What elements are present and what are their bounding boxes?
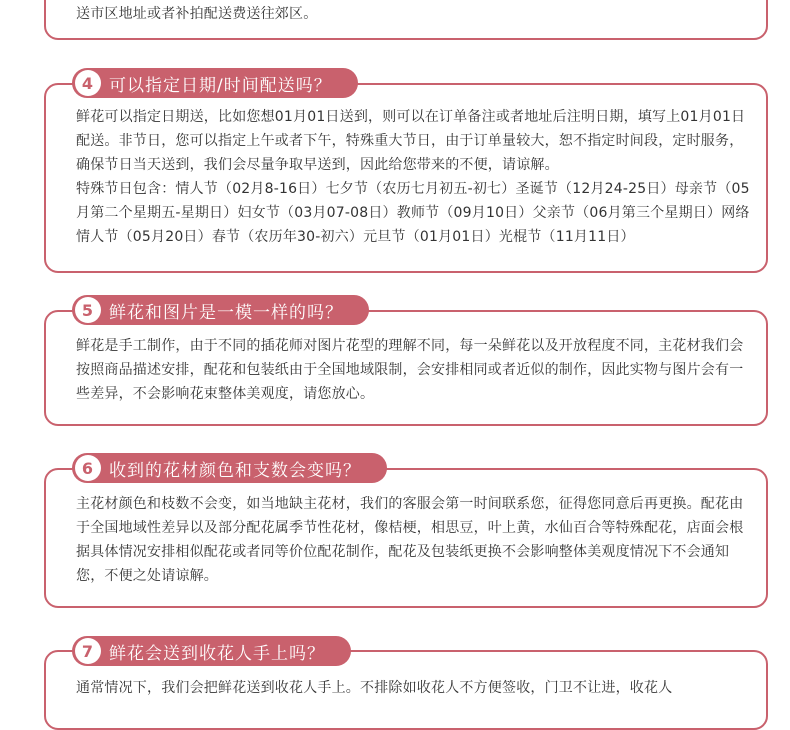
faq-number-5: 5 [75,297,101,323]
faq-answer-3: 送市区地址或者补拍配送费送往郊区。 [76,6,318,22]
faq-box-4 [44,83,768,273]
faq-question-4: 可以指定日期/时间配送吗？ [109,75,332,96]
faq-question-7: 鲜花会送到收花人手上吗？ [109,643,325,664]
faq-box-3 [44,0,768,40]
faq-answer-6: 主花材颜色和枝数不会变，如当地缺主花材，我们的客服会第一时间联系您，征得您同意后再更换。配花由于全国地域性差异以及部分配花属季节性花材，像桔梗，相思豆，叶上黄，水仙百合等特殊配花，店面会根据具体情况安排相似配花或者同等价位配花制作，配花及包装纸更换不会影响整体美观度情况下不会通知您，不便之处请谅解。 [76,496,744,584]
faq-box-5 [44,310,768,426]
faq-number-6: 6 [75,455,101,481]
faq-box-6 [44,468,768,608]
faq-number-4: 4 [75,70,101,96]
faq-question-5: 鲜花和图片是一模一样的吗？ [109,302,343,323]
faq-answer-7: 通常情况下，我们会把鲜花送到收花人手上。不排除如收花人不方便签收，门卫不让进，收花人 [76,680,673,696]
faq-number-7: 7 [75,638,101,664]
faq-answer-5: 鲜花是手工制作，由于不同的插花师对图片花型的理解不同，每一朵鲜花以及开放程度不同，主花材我们会按照商品描述安排，配花和包装纸由于全国地域限制，会安排相同或者近似的制作，因此实物与图片会有一些差异，不会影响花束整体美观度，请您放心。 [76,338,744,402]
faq-question-6: 收到的花材颜色和支数会变吗？ [109,460,361,481]
faq-answer-4: 鲜花可以指定日期送，比如您想01月01日送到，则可以在订单备注或者地址后注明日期，填写上01月01日配送。非节日，您可以指定上午或者下午，特殊重大节日，由于订单量较大，恕不指定时间段，定时服务，确保节日当天送到，我们会尽量争取早送到，因此给您带来的不便，请谅解。 特殊节日包含：情人节（02月8-16日）七夕节（农历七月初五-初七）圣诞节（12月24-25日）母亲节（05月第二个星期五-星期日）妇女节（03月07-08日）教师节（09月10日）父亲节（06月第三个星期日）网络情人节（05月20日）春节（农历年30-初六）元旦节（01月01日）光棍节（11月11日） [76,109,750,245]
faq-title-4 [72,68,358,98]
faq-title-6 [72,453,387,483]
faq-title-5 [72,295,369,325]
faq-title-7 [72,636,351,666]
